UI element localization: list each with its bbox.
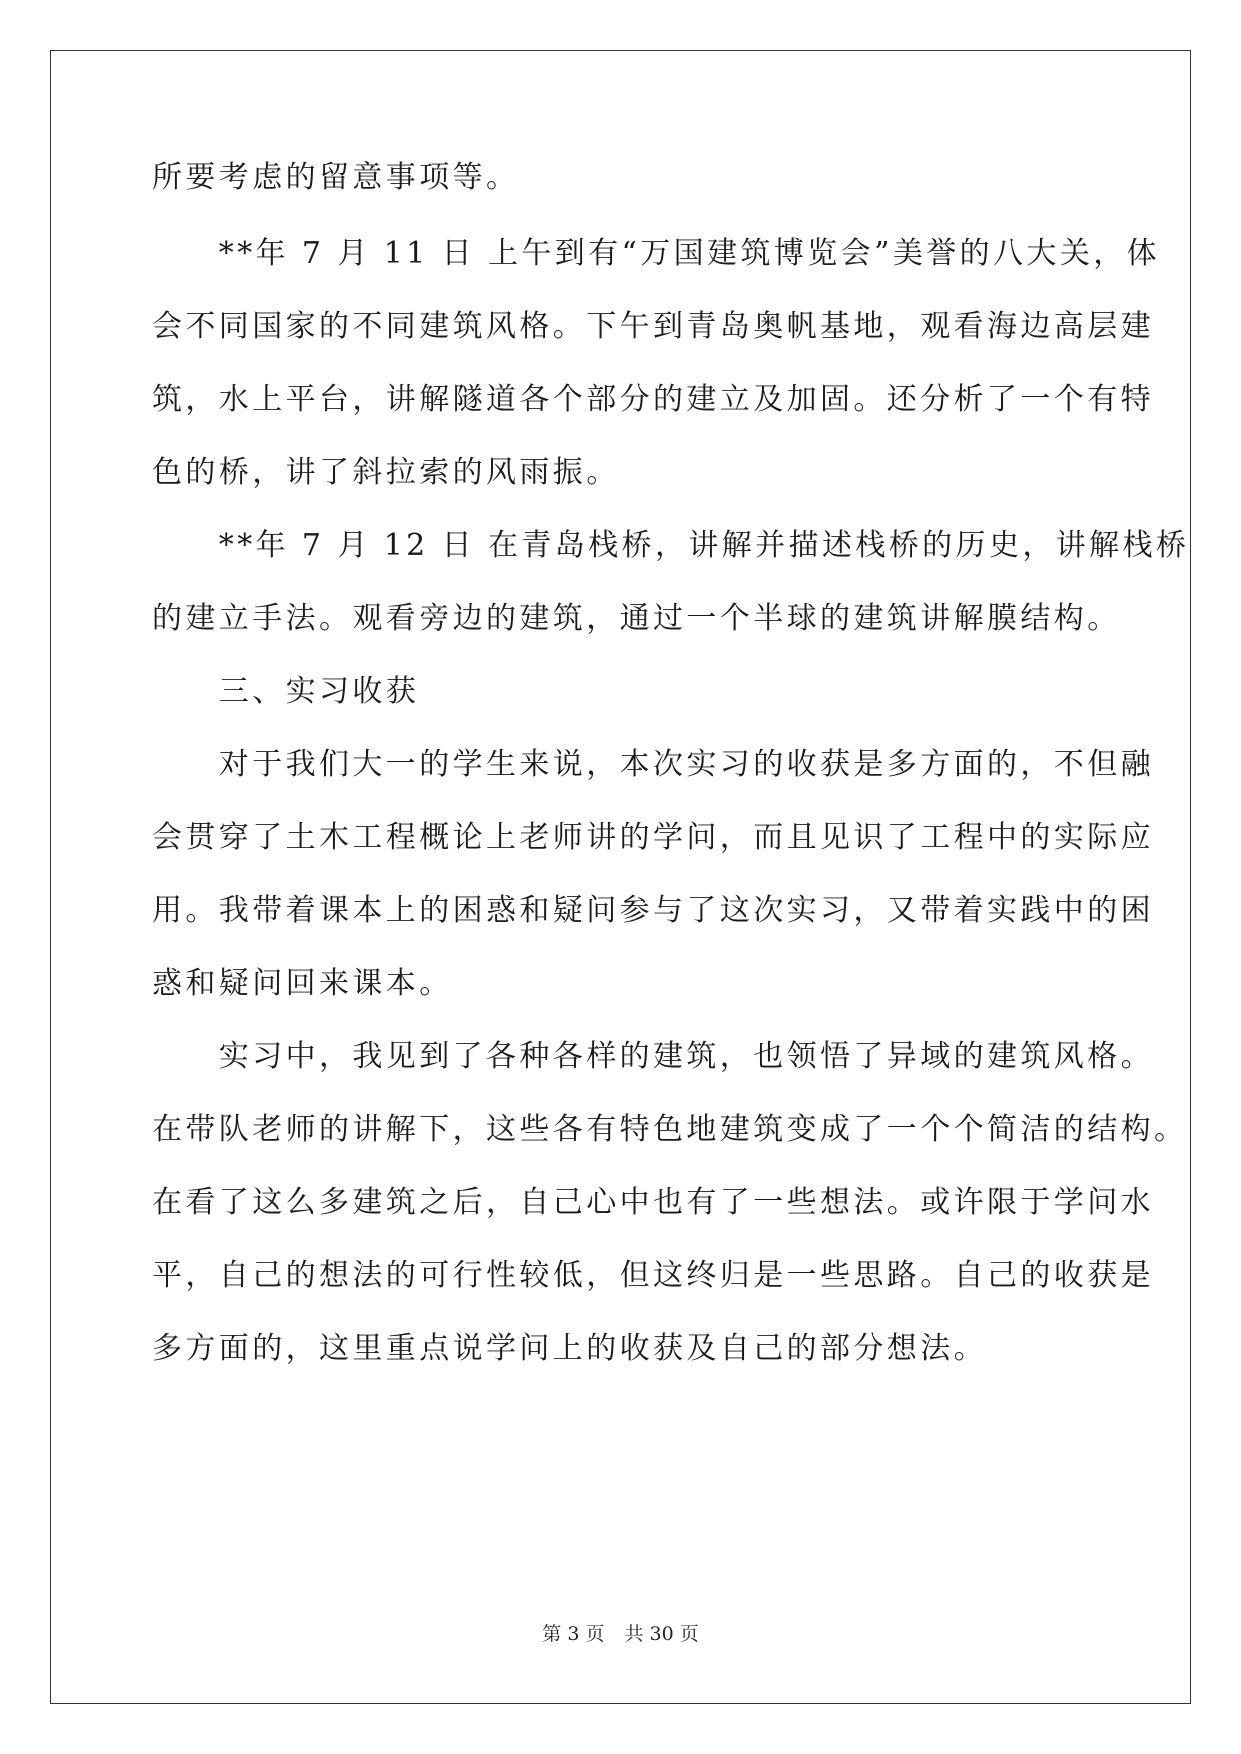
- page-footer: [0, 1622, 1241, 1646]
- text-line: 惑和疑问回来课本。: [152, 966, 453, 1001]
- text-line: **年 7 月 11 日 上午到有“万国建筑博览会”美誉的八大关，体: [152, 236, 1161, 271]
- text-line: 多方面的，这里重点说学问上的收获及自己的部分想法。: [152, 1331, 987, 1366]
- text-line: 实习中，我见到了各种各样的建筑，也领悟了异域的建筑风格。: [152, 1039, 1154, 1074]
- page-border: [50, 50, 1191, 1704]
- text-line: 平，自己的想法的可行性较低，但这终归是一些思路。自己的收获是: [152, 1258, 1154, 1293]
- text-line: **年 7 月 12 日 在青岛栈桥，讲解并描述栈桥的历史，讲解栈桥: [152, 528, 1190, 563]
- page-number: 第 3 页: [542, 1623, 605, 1645]
- text-line: 在带队老师的讲解下，这些各有特色地建筑变成了一个个简洁的结构。: [152, 1112, 1188, 1147]
- page-total: 共 30 页: [624, 1623, 699, 1645]
- text-line: 会贯穿了土木工程概论上老师讲的学问，而且见识了工程中的实际应: [152, 820, 1154, 855]
- section-heading: 三、实习收获: [152, 674, 420, 709]
- text-line: 用。我带着课本上的困惑和疑问参与了这次实习，又带着实践中的困: [152, 893, 1154, 928]
- text-line: 所要考虑的留意事项等。: [152, 160, 520, 195]
- text-line: 会不同国家的不同建筑风格。下午到青岛奥帆基地，观看海边高层建: [152, 309, 1154, 344]
- text-line: 对于我们大一的学生来说，本次实习的收获是多方面的，不但融: [152, 747, 1154, 782]
- text-line: 筑，水上平台，讲解隧道各个部分的建立及加固。还分析了一个有特: [152, 382, 1154, 417]
- text-line: 的建立手法。观看旁边的建筑，通过一个半球的建筑讲解膜结构。: [152, 601, 1121, 636]
- text-line: 色的桥，讲了斜拉索的风雨振。: [152, 455, 620, 490]
- text-line: 在看了这么多建筑之后，自己心中也有了一些想法。或许限于学问水: [152, 1185, 1154, 1220]
